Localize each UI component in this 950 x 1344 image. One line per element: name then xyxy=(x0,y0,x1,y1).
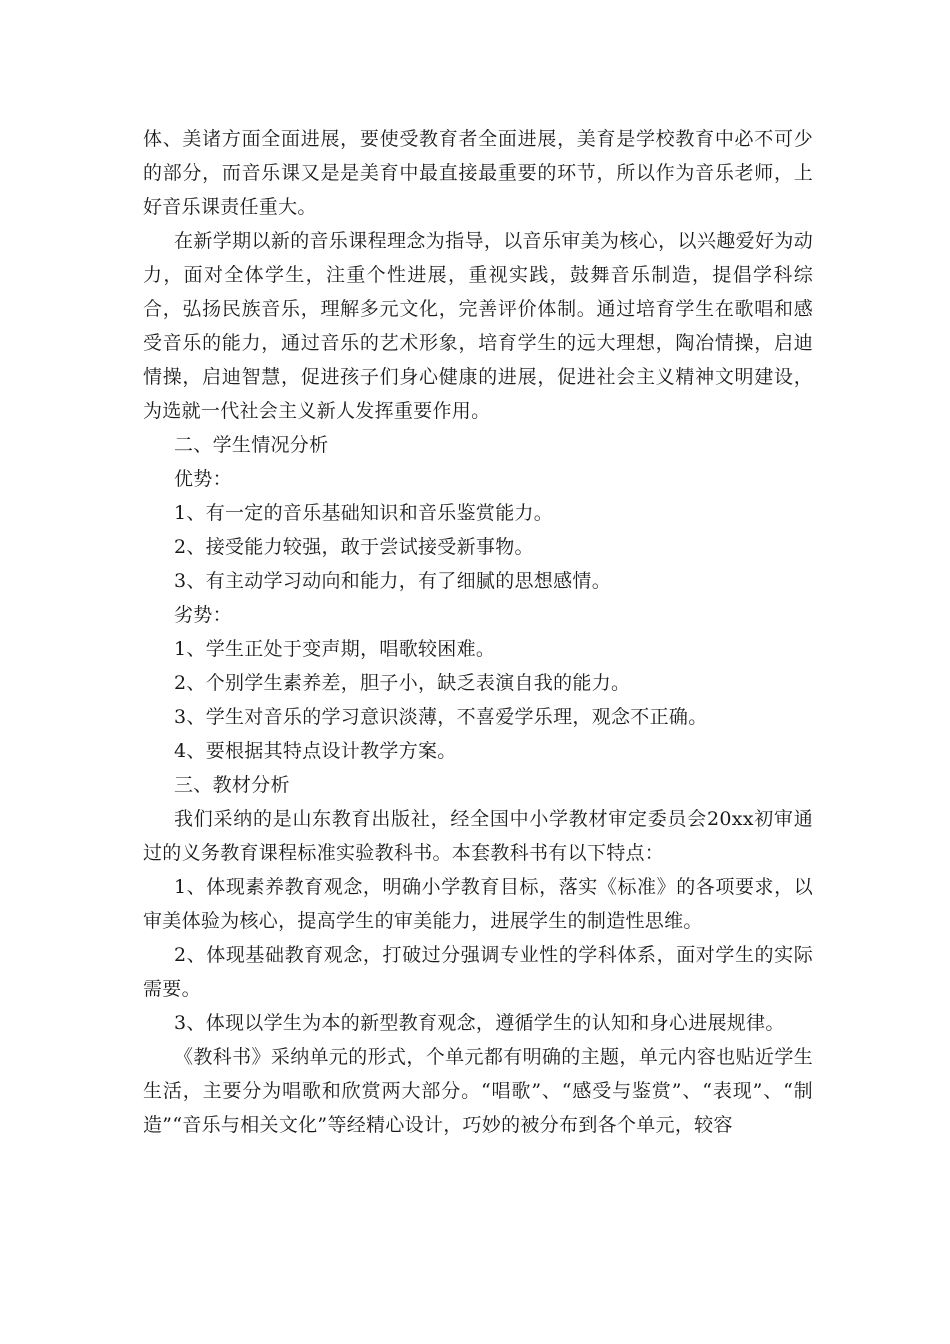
list-item: 2、个别学生素养差，胆子小，缺乏表演自我的能力。 xyxy=(174,672,631,694)
paragraph: 《教科书》采纳单元的形式，个单元都有明确的主题，单元内容也贴近学生生活，主要分为唱歌和欣赏两大部分。“唱歌”、“感受与鉴赏”、“表现”、“制造”“音乐与相关文化”等经精心设计，巧妙的被分布到各个单元，较容 xyxy=(143,1046,813,1136)
subheading-weaknesses: 劣势： xyxy=(174,604,232,626)
list-item: 1、体现素养教育观念，明确小学教育目标，落实《标准》的各项要求，以审美体验为核心，提高学生的审美能力，进展学生的制造性思维。 xyxy=(143,876,813,932)
list-item: 3、体现以学生为本的新型教育观念，遵循学生的认知和身心进展规律。 xyxy=(174,1012,785,1034)
list-item: 3、学生对音乐的学习意识淡薄，不喜爱学乐理，观念不正确。 xyxy=(174,706,708,728)
paragraph: 体、美诸方面全面进展，要使受教育者全面进展，美育是学校教育中必不可少的部分，而音乐课又是是美育中最直接最重要的环节，所以作为音乐老师，上好音乐课责任重大。 xyxy=(143,128,813,218)
list-item: 1、学生正处于变声期，唱歌较困难。 xyxy=(174,638,496,660)
paragraph: 我们采纳的是山东教育出版社，经全国中小学教材审定委员会20xx初审通过的义务教育课程标准实验教科书。本套教科书有以下特点： xyxy=(143,808,813,864)
section-heading: 二、学生情况分析 xyxy=(174,434,329,456)
list-item: 3、有主动学习动向和能力，有了细腻的思想感情。 xyxy=(174,570,611,592)
list-item: 4、要根据其特点设计教学方案。 xyxy=(174,740,457,762)
subheading-strengths: 优势： xyxy=(174,468,232,490)
list-item: 2、体现基础教育观念，打破过分强调专业性的学科体系，面对学生的实际需要。 xyxy=(143,944,813,1000)
document-body xyxy=(143,122,813,1142)
section-heading: 三、教材分析 xyxy=(174,774,290,796)
list-item: 1、有一定的音乐基础知识和音乐鉴赏能力。 xyxy=(174,502,554,524)
list-item: 2、接受能力较强，敢于尝试接受新事物。 xyxy=(174,536,534,558)
paragraph: 在新学期以新的音乐课程理念为指导，以音乐审美为核心，以兴趣爱好为动力，面对全体学生，注重个性进展，重视实践，鼓舞音乐制造，提倡学科综合，弘扬民族音乐，理解多元文化，完善评价体制。通过培育学生在歌唱和感受音乐的能力，通过音乐的艺术形象，培育学生的远大理想，陶冶情操，启迪情操，启迪智慧，促进孩子们身心健康的进展，促进社会主义精神文明建设，为选就一代社会主义新人发挥重要作用。 xyxy=(143,230,813,422)
